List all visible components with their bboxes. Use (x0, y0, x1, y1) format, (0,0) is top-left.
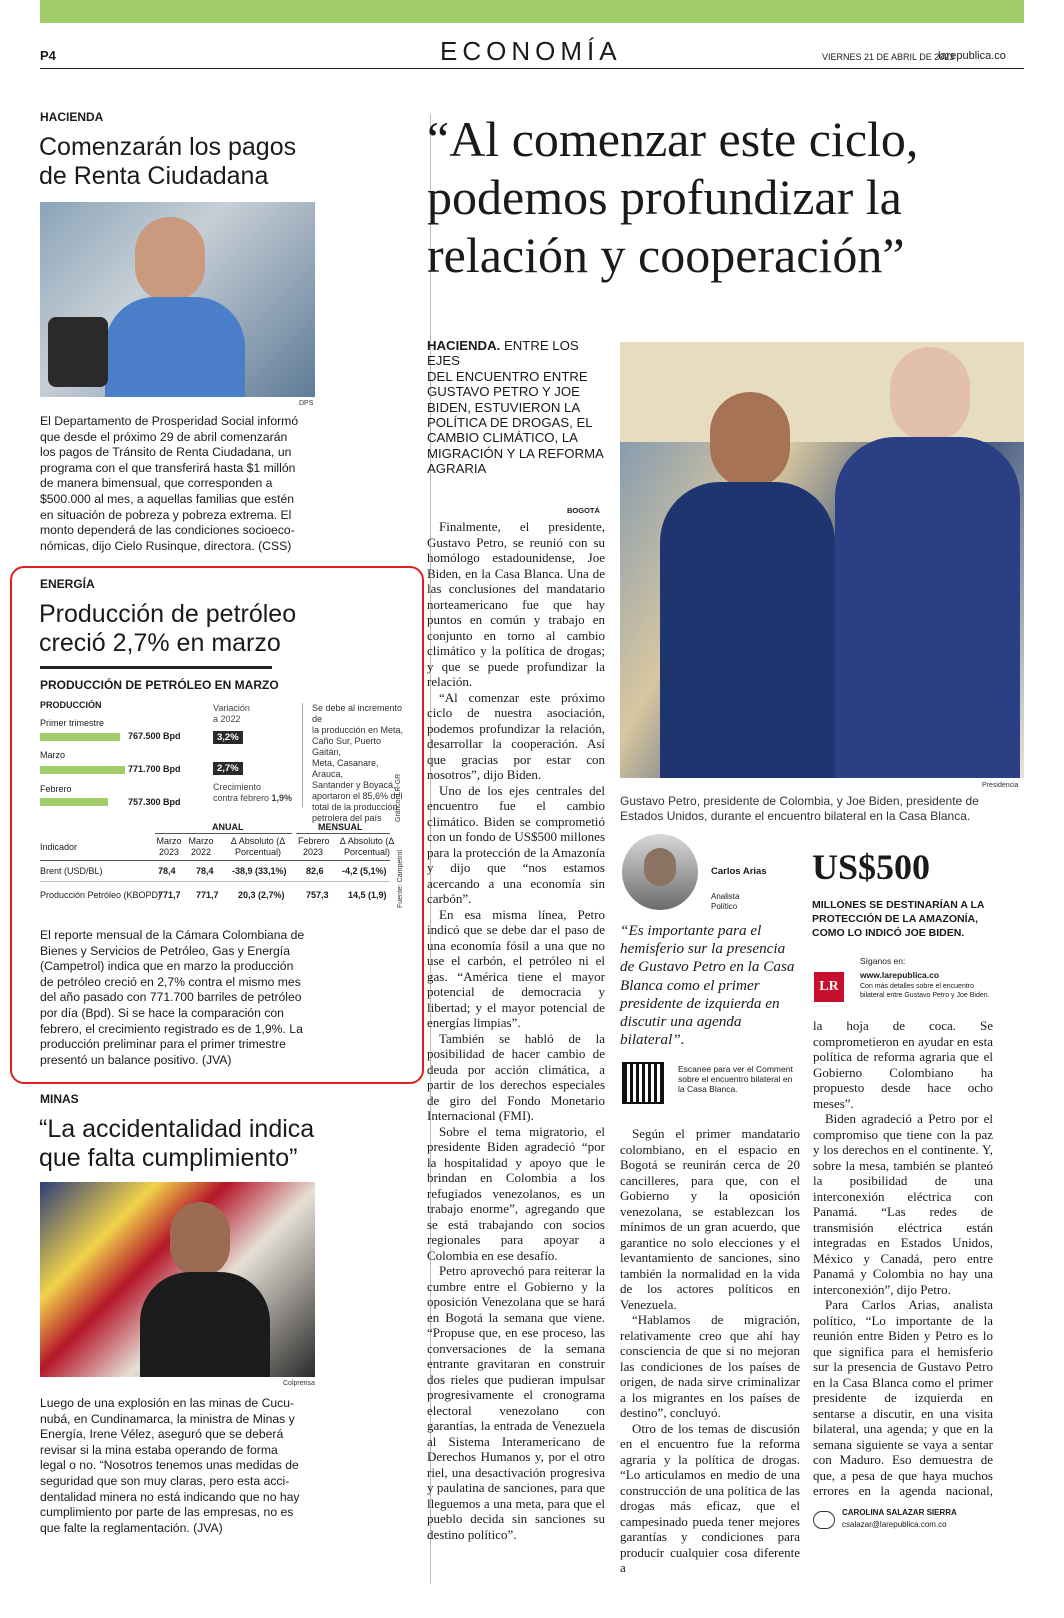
main-lead: HACIENDA. ENTRE LOS EJES DEL ENCUENTRO ENTRE GUSTAVO PETRO Y JOE BIDEN, ESTUVIERON LA POLÍTICA DE DROGAS, EL CAMBIO CLIMÁTICO, LA MIGRACIÓN Y LA REFORMA AGRARIA (427, 338, 604, 477)
issue-date: VIERNES 21 DE ABRIL DE 2023 (822, 52, 955, 62)
th-abs-mensual: Δ Absoluto (Δ Porcentual) (339, 836, 395, 857)
chart-title: PRODUCCIÓN DE PETRÓLEO EN MARZO (40, 678, 279, 692)
th-marzo-2022: Marzo 2022 (188, 836, 214, 857)
main-column-2: Según el primer mandatario colombiano, en el espacio en Bogotá se reunirán cerca de 20 cancilleres, para que, con el Gobierno y la oposición venezolana, se establezcan los mínimos de un gran acuerdo, que garantice no solo elecciones y el levantamiento de sanciones, sino también la normalidad en la vida de los actores políticos en Venezuela. “Hablamos de migración, relativamente creo que ahí hay consciencia de que si no mejoran las condiciones de los países de origen, de nada sirve criminalizar a los migrantes en los países de destino”, concluyó. Otro de los temas de discusión en el encuentro fue la reforma agraria y la política de drogas. “Lo articulamos en medio de una construcción de una política de las drogas más eficaz, que el campesinado pueda tener mejores garantías y condiciones para producir cualquier cosa diferente a (620, 1126, 800, 1575)
note-divider (302, 703, 303, 807)
table-cell: 14,5 (1,9) (348, 890, 387, 900)
table-cell: 757,3 (306, 890, 329, 900)
person-body-shape (140, 1272, 270, 1377)
qr-text: Escanee para ver el Comment sobre el encuentro bilateral en la Casa Blanca. (678, 1064, 793, 1094)
story1-photo (40, 202, 315, 397)
analyst-face-shape (644, 848, 676, 886)
bar-label-marzo: Marzo (40, 750, 66, 760)
person-body-shape (105, 297, 245, 397)
author-name: CAROLINA SALAZAR SIERRA (842, 1508, 957, 1517)
story1-title: Comenzarán los pagos de Renta Ciudadana (39, 133, 297, 190)
big-number: US$500 (812, 847, 931, 887)
section-title: ECONOMÍA (440, 36, 622, 66)
story3-body: Luego de una explosión en las minas de Cucu- nubá, en Cundinamarca, la ministra de Minas y Energía, Irene Vélez, aseguró que se deberá revisar si la mina estaba operando de forma legal o no. “Nosotros tenemos unas medidas de seguridad que son muy claras, pero esta acci- dentalidad minera no está indicando que no hay cumplimiento por parte de las empresas, no es que falte la reglamentación. (JVA) (40, 1396, 300, 1535)
table-cell: 20,3 (2,7%) (238, 890, 285, 900)
biden-head-shape (890, 347, 970, 442)
site-url[interactable]: larepublica.co (938, 50, 1006, 62)
table-cell: 82,6 (306, 866, 324, 876)
chart-graphic-credit: Gráfico: LR-GR (395, 773, 402, 822)
table-header-rule (40, 860, 390, 861)
chart-source: Fuente: Campetrol (397, 850, 404, 908)
story3-photo (40, 1182, 315, 1377)
top-color-bar (40, 0, 1024, 23)
follow-site[interactable]: www.larepublica.co (860, 970, 940, 980)
bar-value-febrero: 757.300 Bpd (128, 797, 181, 807)
table-cell: 78,4 (158, 866, 176, 876)
bar-febrero (40, 798, 108, 806)
big-number-desc: MILLONES SE DESTINARÍAN A LA PROTECCIÓN DE LA AMAZONÍA, COMO LO INDICÓ JOE BIDEN. (812, 899, 985, 939)
bar-label-q1: Primer trimestre (40, 718, 105, 728)
main-column-3: la hoja de coca. Se comprometieron en ayudar en esta política de reforma agraria que el Gobierno Colombiano ha propuesto desde hace ocho meses”. Biden agradeció a Petro por el compromiso que tiene con la paz y los derechos en el continente. Y, sobre la mesa, también se planteó la posibilidad de una interconexión eléctrica con Panamá. “Las redes de transmisión eléctrica están integradas en Estados Unidos, México y Canadá, pero entre Panamá y Colombia no hay una interconexión”, dijo Petro. Para Carlos Arias, analista político, “Lo importante de la reunión entre Biden y Petro es lo que significa para el hemisferio sur la presencia de Gustavo Petro en la Casa Blanca como el primer presidente de izquierda en sentarse a discutir, en una visita bilateral, una agenda; y que en la semana siguiente se vaya a sentar con Maduro. Eso demuestra de que, a pesa de que haya muchos errores en la agenda nacional, (813, 1018, 993, 1498)
variation-q1: 3,2% (213, 731, 243, 744)
chart-rule (40, 666, 272, 669)
bar-marzo (40, 766, 125, 774)
table-cell: -38,9 (33,1%) (232, 866, 287, 876)
follow-desc: Con más detalles sobre el encuentro bilateral entre Gustavo Petro y Joe Biden. (860, 983, 990, 999)
table-group-anual: ANUAL (212, 822, 244, 832)
chat-bubble-icon (813, 1511, 835, 1529)
table-row: Brent (USD/BL) (40, 866, 103, 876)
growth-label: Crecimiento contra febrero 1,9% (213, 782, 293, 803)
th-abs-anual: Δ Absoluto (Δ Porcentual) (230, 836, 286, 857)
chart-note: Se debe al incremento de la producción en Meta, Caño Sur, Puerto Gaitán, Meta, Casanare, Arauca, Santander y Boyacá, aportaron el 85,6% del total de la producción petrolera del país (312, 703, 404, 823)
analyst-avatar (622, 834, 698, 910)
story2-kicker: ENERGÍA (40, 577, 95, 591)
variation-marzo: 2,7% (213, 762, 243, 775)
table-row: Producción Petróleo (KBOPD) (40, 890, 162, 900)
story2-title: Producción de petróleo creció 2,7% en marzo (39, 600, 297, 657)
author-email[interactable]: csalazar@larepublica.com.co (842, 1520, 947, 1529)
header-rule (40, 68, 1024, 69)
person-shape (135, 217, 205, 302)
story3-photo-credit: Colprensa (283, 1380, 315, 1387)
main-photo-credit: Presidencia (982, 782, 1019, 789)
qr-code-icon[interactable] (622, 1062, 664, 1104)
bar-q1 (40, 733, 120, 741)
production-label: PRODUCCIÓN (40, 700, 102, 710)
dateline: BOGOTÁ (567, 506, 600, 515)
table-cell: 78,4 (196, 866, 214, 876)
table-row-rule (40, 881, 390, 882)
table-cell: 771,7 (158, 890, 181, 900)
main-column-1: Finalmente, el presidente, Gustavo Petro, se reunió con su homólogo estadounidense, Joe Biden, en la Casa Blanca. Una de las conclusiones del mandatario norteamericano fue que hay puntos en común y trabajo en conjunto en torno al cambio climático y la política de drogas; y que se puede profundizar la relación. “Al comenzar este próximo ciclo de nuestra asociación, podemos profundizar la relación, desarrollar la cooperación. Así que gracias por estar con nosotros”, dijo Biden. Uno de los ejes centrales del encuentro fue el cambio climático. Biden se comprometió con un fondo de US$500 millones para la protección de la Amazonía y dijo que “nos estamos acercando a una economía sin carbón”. En esa misma línea, Petro indicó que se debe dar el paso de una economía fósil a una que no use el carbón, el petróleo ni el gas. “América tiene el mayor potencial de democracia y libertad; y el mayor potencial de energías limpias”. También se habló de la posibilidad de hacer cambio de deuda por acción climática, a partir de los derechos especiales de giro del Fondo Monetario Internacional (FMI). Sobre el tema migratorio, el presidente Biden agradeció “por la hospitalidad y apoyo que le brindan en Colombia a los refugiados venezolanos, es un trabajo enorme”, agregando que se está trabajando con socios regionales para apoyar a Colombia en ese desafío. Petro aprovechó para reiterar la cumbre entre el Gobierno y la oposición Venezolana que se hará en Bogotá la semana que viene. “Propuse que, en ese proceso, las conversaciones de la semana entrante gravitaran en construir dos rieles que pudieran impulsar progresivamente el cronograma electoral venezolano con garantías, la entrada de Venezuela al Sistema Interamericano de Derechos Humanos y, por el otro riel, una desactivación progresiva y paulatina de sanciones, para que lleguemos a una meta, para que el pueblo decida sin sanciones su destino político”. (427, 519, 605, 1542)
story2-body: El reporte mensual de la Cámara Colombiana de Bienes y Servicios de Petróleo, Gas y Energía (Campetrol) indica que en marzo la producción de petróleo creció en 2,7% contra el mismo mes del año pasado con 771.700 barriles de petróleo por día (Bpd). Si se hace la comparación con febrero, el crecimiento registrado es de 1,9%. La producción preliminar para el primer trimestre presentó un balance positivo. (JVA) (40, 928, 305, 1067)
table-cell: 771,7 (196, 890, 219, 900)
bar-label-febrero: Febrero (40, 784, 72, 794)
anual-rule (155, 833, 292, 834)
variation-label: Variación a 2022 (213, 703, 250, 724)
microphones-shape (48, 317, 108, 387)
lr-logo: LR (814, 972, 844, 1002)
story1-kicker: HACIENDA (40, 110, 104, 124)
th-febrero-2023: Febrero 2023 (298, 836, 330, 857)
page-number: P4 (40, 48, 56, 63)
bar-value-marzo: 771.700 Bpd (128, 764, 181, 774)
th-indicador: Indicador (40, 842, 78, 852)
analyst-name: Carlos Arias (711, 866, 767, 877)
story3-title: “La accidentalidad indica que falta cumplimiento” (39, 1115, 315, 1172)
table-cell: -4,2 (5,1%) (342, 866, 387, 876)
petro-head-shape (710, 392, 790, 488)
story1-photo-credit: DPS (299, 400, 314, 407)
th-marzo-2023: Marzo 2023 (156, 836, 182, 857)
analyst-role: Analista Político (711, 892, 740, 911)
main-photo (620, 342, 1024, 778)
person-shape (170, 1202, 230, 1277)
story3-kicker: MINAS (40, 1092, 79, 1106)
main-headline: “Al comenzar este ciclo, podemos profundizar la relación y cooperación” (427, 111, 919, 283)
follow-label: Síganos en: (860, 956, 906, 966)
table-group-mensual: MENSUAL (318, 822, 363, 832)
bar-value-q1: 767.500 Bpd (128, 731, 181, 741)
analyst-quote: “Es importante para el hemisferio sur la presencia de Gustavo Petro en la Casa Blanca como el primer presidente de izquierda en discutir una agenda bilateral”. (620, 922, 795, 1049)
story1-body: El Departamento de Prosperidad Social informó que desde el próximo 29 de abril comenzarán los pagos de Tránsito de Renta Ciudadana, un programa con el que transferirá hasta $1 millón de manera bimensual, que corresponden a $500.000 al mes, a aquellas familias que estén en situación de pobreza y pobreza extrema. El monto dependerá de las condiciones socioeco- nómicas, dijo Cielo Rusinque, directora. (CSS) (40, 414, 299, 553)
biden-suit-shape (835, 437, 1020, 778)
petro-suit-shape (660, 482, 835, 778)
mensual-rule (296, 833, 390, 834)
main-photo-caption: Gustavo Petro, presidente de Colombia, y Joe Biden, presidente de Estados Unidos, durante el encuentro bilateral en la Casa Blanca. (620, 794, 979, 823)
